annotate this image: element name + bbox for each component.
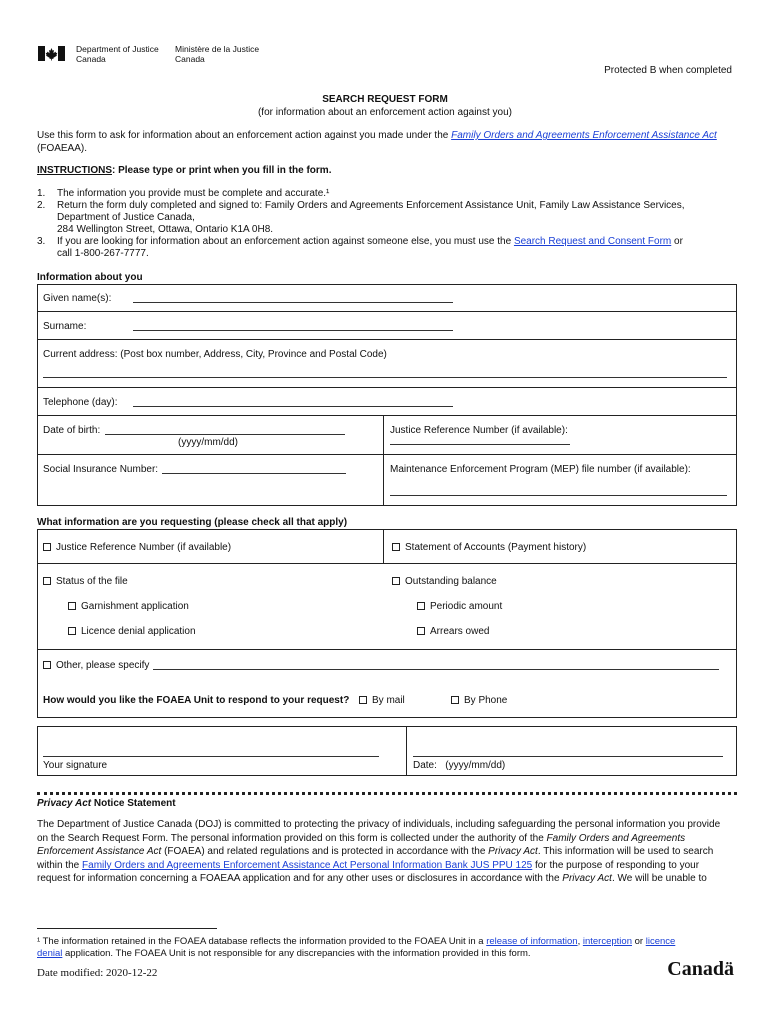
jrn-field[interactable] bbox=[390, 444, 570, 445]
sin-label: Social Insurance Number: bbox=[43, 464, 159, 475]
search-consent-form-link[interactable]: Search Request and Consent Form bbox=[513, 236, 672, 247]
request-box bbox=[37, 529, 737, 718]
denial-link[interactable]: denial bbox=[37, 948, 63, 959]
dotted-separator bbox=[37, 792, 737, 795]
dept-name-en: Department of Justice Canada bbox=[76, 44, 159, 64]
form-subtitle: (for information about an enforcement action against you) bbox=[257, 107, 513, 118]
divider bbox=[37, 649, 737, 650]
checkbox-icon[interactable] bbox=[417, 627, 425, 635]
checkbox-icon[interactable] bbox=[68, 627, 76, 635]
given-name-label: Given name(s): bbox=[43, 293, 112, 304]
checkbox-icon[interactable] bbox=[43, 661, 51, 669]
surname-label: Surname: bbox=[43, 321, 87, 332]
licence-link[interactable]: licence bbox=[645, 936, 676, 947]
signature-label: Your signature bbox=[43, 760, 108, 771]
request-heading: What information are you requesting (please check all that apply) bbox=[37, 517, 348, 528]
date-modified: Date modified: 2020-12-22 bbox=[37, 967, 158, 979]
divider bbox=[37, 339, 737, 340]
mep-field[interactable] bbox=[390, 495, 727, 496]
by-phone-checkbox[interactable]: By Phone bbox=[451, 695, 507, 706]
release-link[interactable]: release of information bbox=[486, 936, 578, 947]
signature-box bbox=[37, 726, 737, 776]
privacy-paragraph: The Department of Justice Canada (DOJ) is committed to protecting the privacy of individuals, including safeguarding the personal information you provide on the Search Request Form. The personal information provided on this form is collected under the authority of the Family Orders and Agreements Enforcement Assistance Act (FOAEA) and related regulations and is protected in accordance with the Privacy Act. This information will be used to search within the Family Orders and Agreements Enforcement Assistance Act Personal Information Bank JUS PPU 125 for the purpose of responding to your request for information concerning a FOAEAA application and for any other uses or disclosures in accordance with the Privacy Act. We will be unable to bbox=[37, 819, 721, 884]
form-title: SEARCH REQUEST FORM bbox=[322, 94, 448, 105]
dob-format: (yyyy/mm/dd) bbox=[178, 437, 238, 448]
checkbox-icon[interactable] bbox=[68, 602, 76, 610]
respond-question: How would you like the FOAEA Unit to respond to your request? bbox=[43, 695, 350, 706]
address-field[interactable] bbox=[43, 377, 727, 378]
statement-checkbox[interactable]: Statement of Accounts (Payment history) bbox=[392, 542, 586, 553]
sin-field[interactable] bbox=[162, 473, 346, 474]
checkbox-icon[interactable] bbox=[43, 577, 51, 585]
dept-name-fr: Ministère de la Justice Canada bbox=[175, 44, 260, 64]
checkbox-icon[interactable] bbox=[451, 696, 459, 704]
interception-link[interactable]: interception bbox=[582, 936, 632, 947]
other-checkbox[interactable]: Other, please specify bbox=[43, 660, 149, 671]
canada-wordmark: Canadä bbox=[667, 958, 734, 980]
given-name-field[interactable] bbox=[133, 302, 453, 303]
intro-paragraph: Use this form to ask for information about an enforcement action against you made under the Family Orders and Agreements Enforcement Assistance Act (FOAEAA). bbox=[37, 130, 717, 154]
surname-field[interactable] bbox=[133, 330, 453, 331]
outstanding-checkbox[interactable]: Outstanding balance bbox=[392, 576, 497, 587]
arrears-checkbox[interactable]: Arrears owed bbox=[417, 626, 489, 637]
garnishment-checkbox[interactable]: Garnishment application bbox=[68, 601, 189, 612]
divider bbox=[37, 415, 737, 416]
divider bbox=[383, 529, 384, 563]
checkbox-icon[interactable] bbox=[392, 577, 400, 585]
dob-label: Date of birth: bbox=[43, 425, 101, 436]
periodic-checkbox[interactable]: Periodic amount bbox=[417, 601, 502, 612]
about-heading: Information about you bbox=[37, 272, 143, 283]
checkbox-icon[interactable] bbox=[359, 696, 367, 704]
divider bbox=[406, 726, 407, 776]
date-label: Date: (yyyy/mm/dd) bbox=[413, 760, 506, 771]
divider bbox=[37, 563, 737, 564]
checkbox-icon[interactable] bbox=[43, 543, 51, 551]
protected-label: Protected B when completed bbox=[604, 65, 732, 76]
jrn-label: Justice Reference Number (if available): bbox=[390, 425, 568, 436]
telephone-label: Telephone (day): bbox=[43, 397, 118, 408]
checkbox-icon[interactable] bbox=[417, 602, 425, 610]
licence-checkbox[interactable]: Licence denial application bbox=[68, 626, 196, 637]
status-checkbox[interactable]: Status of the file bbox=[43, 576, 128, 587]
instructions: INSTRUCTIONS: Please type or print when you fill in the form. bbox=[37, 165, 332, 176]
foaeaa-link[interactable]: Family Orders and Agreements Enforcement Assistance Act bbox=[451, 130, 717, 141]
divider bbox=[37, 311, 737, 312]
telephone-field[interactable] bbox=[133, 406, 453, 407]
jrn-checkbox[interactable]: Justice Reference Number (if available) bbox=[43, 542, 231, 553]
dob-field[interactable] bbox=[105, 434, 345, 435]
canada-flag-icon bbox=[38, 46, 65, 61]
footnote-rule bbox=[37, 928, 217, 929]
footnote: ¹ The information retained in the FOAEA database reflects the information provided to the FOAEA Unit in a release of information, interception or licence denial application. The FOAEA Unit is not responsible for any discrepancies with the information provided in this form. bbox=[37, 936, 676, 959]
by-mail-checkbox[interactable]: By mail bbox=[359, 695, 405, 706]
divider bbox=[37, 387, 737, 388]
address-label: Current address: (Post box number, Address, City, Province and Postal Code) bbox=[43, 349, 387, 360]
divider bbox=[37, 454, 737, 455]
privacy-heading: Privacy Act Notice Statement bbox=[37, 798, 176, 809]
signature-field[interactable] bbox=[43, 756, 379, 757]
pib-link[interactable]: Family Orders and Agreements Enforcement Assistance Act Personal Information Bank JUS PPU 125 bbox=[82, 859, 533, 871]
other-field[interactable] bbox=[153, 669, 719, 670]
divider bbox=[383, 415, 384, 506]
checkbox-icon[interactable] bbox=[392, 543, 400, 551]
mep-label: Maintenance Enforcement Program (MEP) file number (if available): bbox=[390, 464, 691, 475]
date-field[interactable] bbox=[413, 756, 723, 757]
